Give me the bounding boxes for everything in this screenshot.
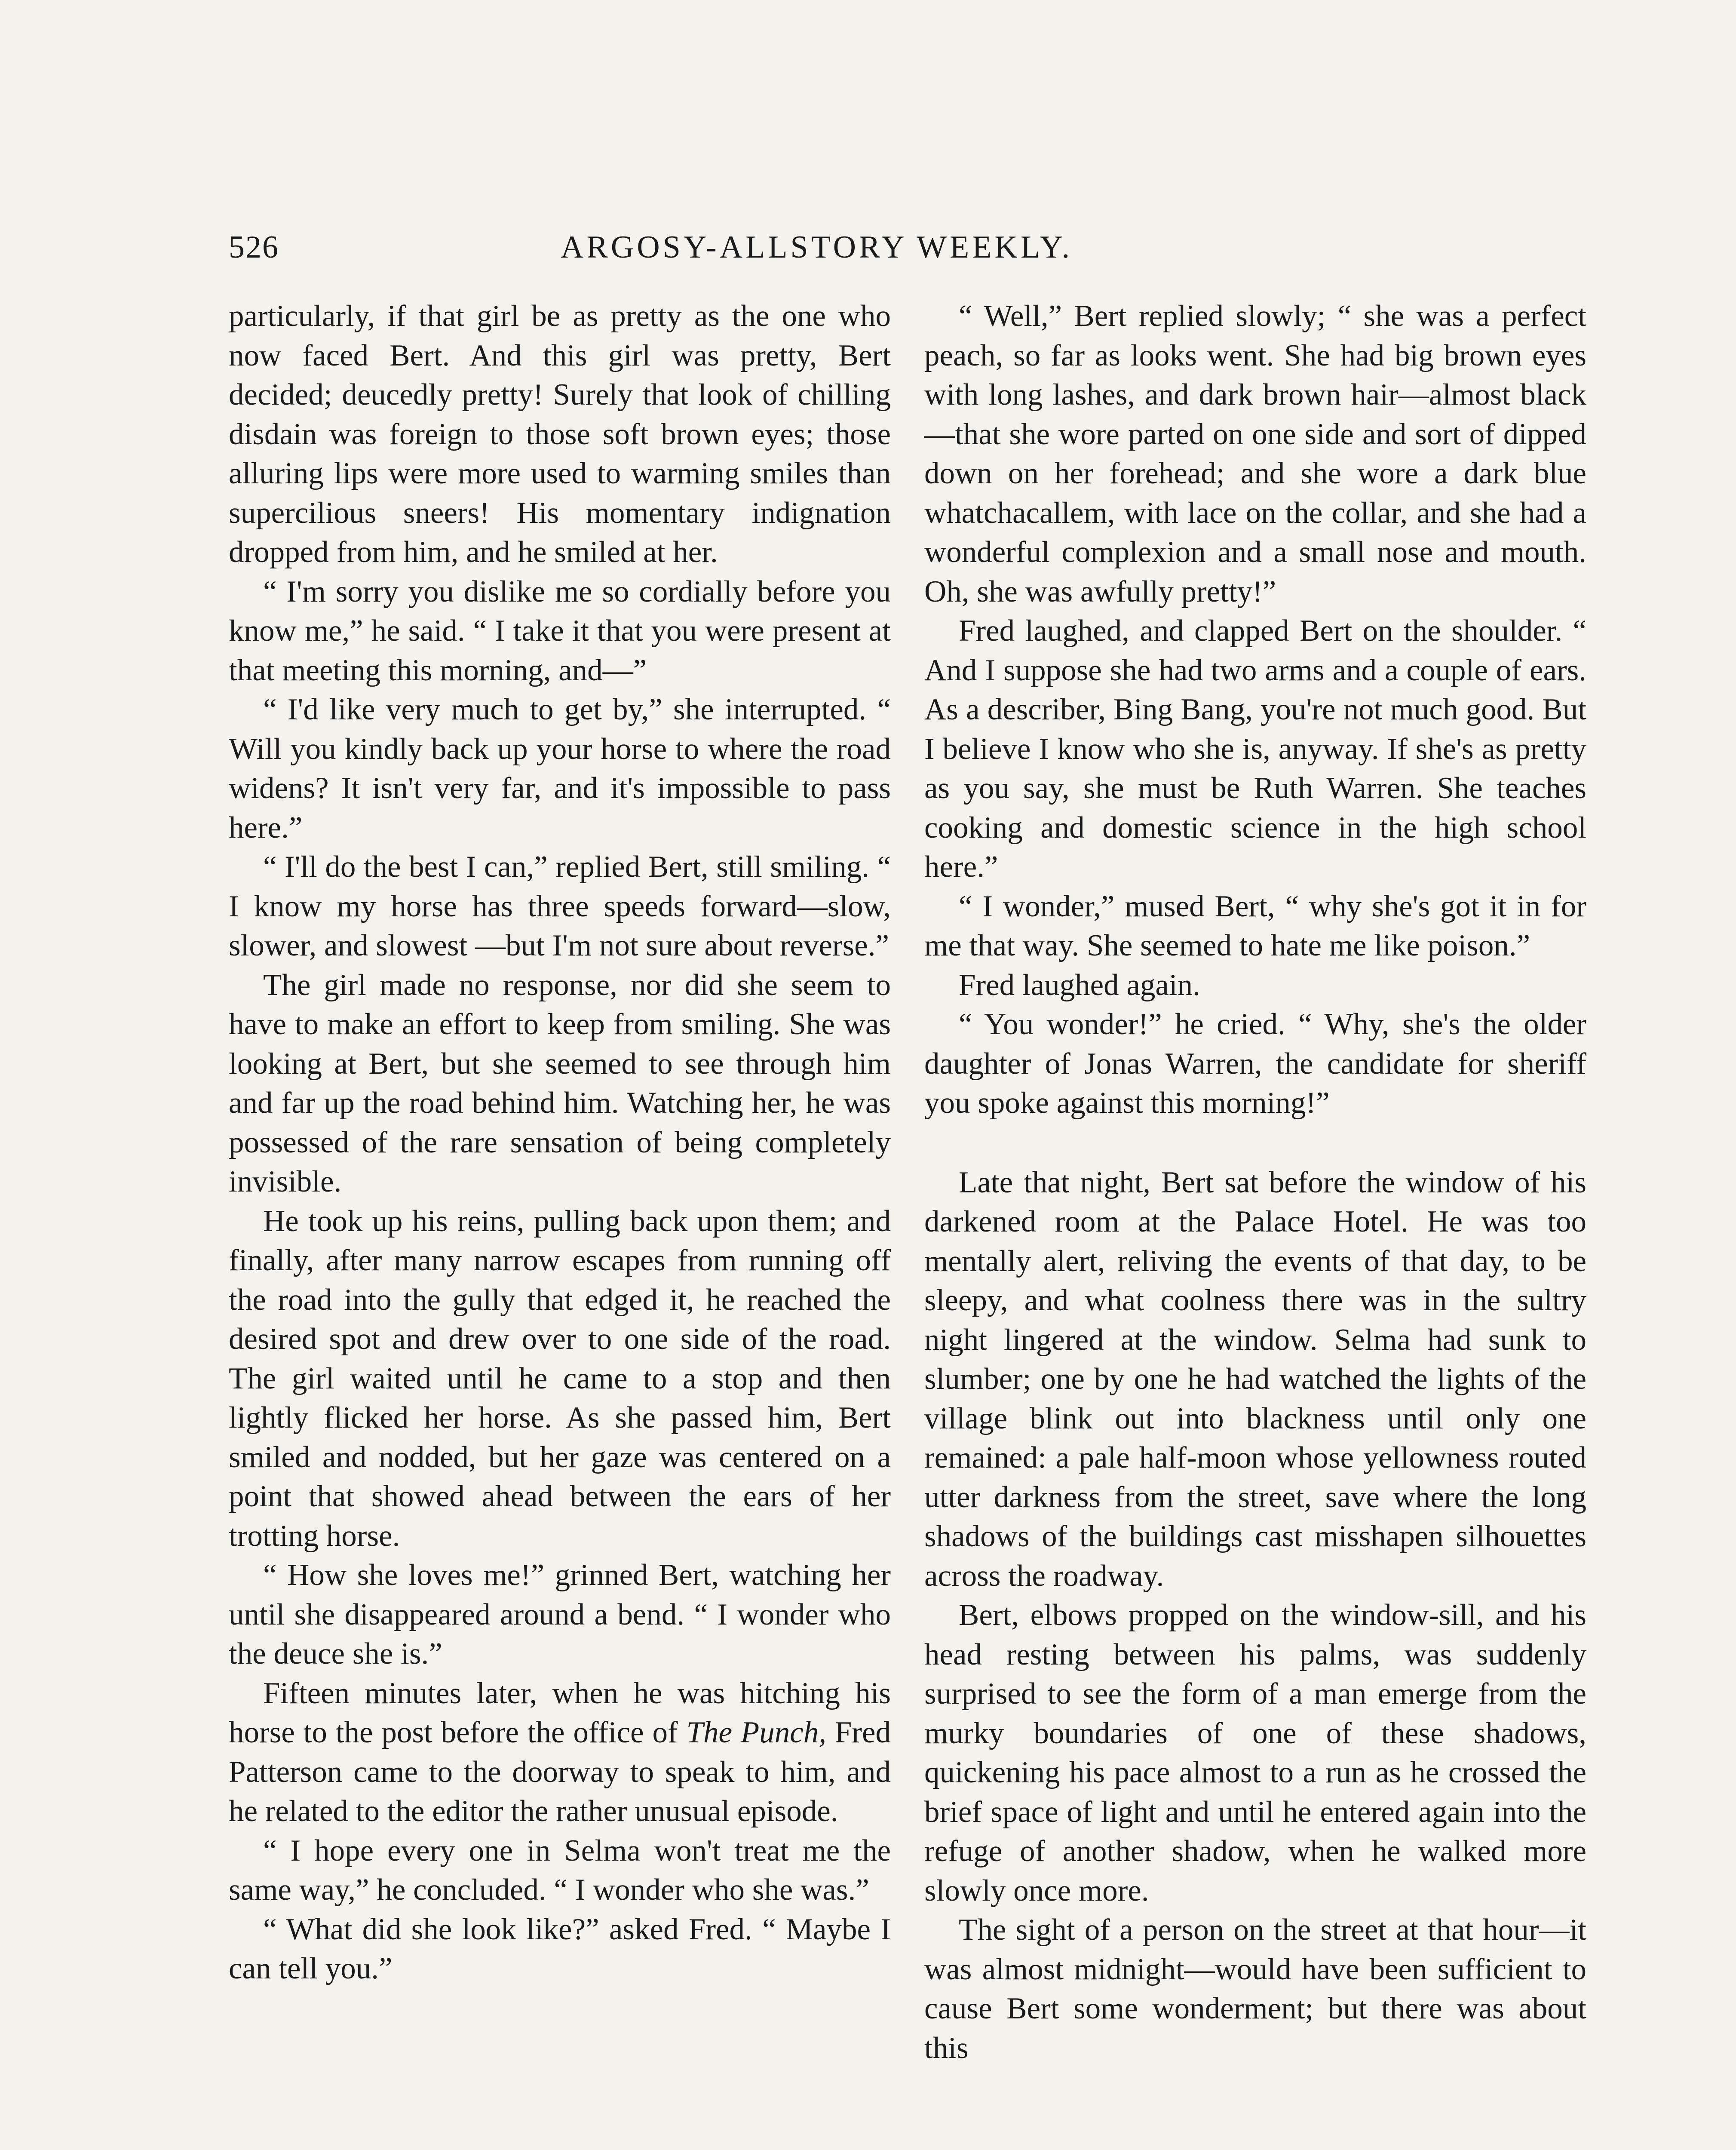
paragraph: “ You wonder!” he cried. “ Why, she's the older daughter of Jonas Warren, the candidate for sheriff you spoke against this morning!” — [924, 1007, 1586, 1120]
paragraph: Bert, elbows propped on the window-sill, and his head resting between his palms, was suddenly surprised to see the form of a man emerge from the murky boundaries of one of these shadows, quickening his pace almost to a run as he crossed the brief space of light and until he entered again into the refuge of another shadow, when he walked more slowly once more. — [924, 1598, 1586, 1907]
paragraph: He took up his reins, pulling back upon them; and finally, after many narrow escapes from running off the road into the gully that edged it, he reached the desired spot and drew over to one side of the road. The girl waited until he came to a stop and then lightly flicked her horse. As she passed him, Bert smiled and nodded, but her gaze was centered on a point that showed ahead between the ears of her trotting horse. — [229, 1204, 891, 1553]
paragraph: “ I'll do the best I can,” replied Bert, still smiling. “ I know my horse has three speeds forward—slow, slower, and slowest —but I'm not sure about reverse.” — [229, 850, 891, 962]
paragraph: “ I wonder,” mused Bert, “ why she's got it in for me that way. She seemed to hate me like poison.” — [924, 889, 1586, 962]
right-column — [924, 297, 1586, 2068]
paragraph: “ I hope every one in Selma won't treat me the same way,” he concluded. “ I wonder who she was.” — [229, 1834, 891, 1907]
paragraph: The sight of a person on the street at that hour—it was almost midnight—would have been sufficient to cause Bert some wonderment; but there was about this — [924, 1913, 1586, 2065]
paragraph: Fred laughed, and clapped Bert on the shoulder. “ And I suppose she had two arms and a couple of ears. As a describer, Bing Bang, you're not much good. But I believe I know who she is, anyway. If she's as pretty as you say, she must be Ruth Warren. She teaches cooking and domestic science in the high school here.” — [924, 614, 1586, 884]
newspaper-title: The Punch, — [686, 1716, 826, 1749]
paragraph: “ I'd like very much to get by,” she interrupted. “ Will you kindly back up your horse to where the road widens? It isn't very far, and it's impossible to pass here.” — [229, 693, 891, 845]
paragraph-text: Fred Patterson came to the doorway to speak to him, and he related to the editor the rather unusual episode. — [229, 1716, 891, 1828]
paragraph: “ Well,” Bert replied slowly; “ she was a perfect peach, so far as looks went. She had big brown eyes with long lashes, and dark brown hair—almost black—that she wore parted on one side and sort of dipped down on her forehead; and she wore a dark blue whatchacallem, with lace on the collar, and she had a wonderful complexion and a small nose and mouth. Oh, she was awfully pretty!” — [924, 299, 1586, 608]
paragraph: Fred laughed again. — [959, 968, 1200, 1002]
paragraph: The girl made no response, nor did she seem to have to make an effort to keep from smiling. She was looking at Bert, but she seemed to see through him and far up the road behind him. Watching her, he was possessed of the rare sensation of being completely invisible. — [229, 968, 891, 1198]
paragraph-text: Fifteen minutes later, when he was hitching his horse to the post before the office of — [229, 1676, 891, 1749]
paragraph-with-newspaper-title — [229, 1674, 891, 1831]
paragraph: “ How she loves me!” grinned Bert, watching her until she disappeared around a bend. “ I wonder who the deuce she is.” — [229, 1558, 891, 1671]
page-number: 526 — [229, 230, 279, 265]
left-column — [229, 297, 891, 1989]
page-header — [229, 224, 1673, 275]
running-title: ARGOSY-ALLSTORY WEEKLY. — [561, 230, 1073, 265]
section-start-paragraph: Late that night, Bert sat before the window of his darkened room at the Palace Hotel. He was too mentally alert, reliving the events of that day, to be sleepy, and what coolness there was in the sultry night lingered at the window. Selma had sunk to slumber; one by one he had watched the lights of the village blink out into blackness until only one remained: a pale half-moon whose yellowness routed utter darkness from the street, save where the long shadows of the buildings cast misshapen silhouettes across the roadway. — [924, 1165, 1586, 1593]
paragraph: particularly, if that girl be as pretty as the one who now faced Bert. And this girl was pretty, Bert decided; deucedly pretty! Surely that look of chilling disdain was foreign to those soft brown eyes; those alluring lips were more used to warming smiles than supercilious sneers! His momentary indignation dropped from him, and he smiled at her. — [229, 299, 891, 569]
paragraph: “ What did she look like?” asked Fred. “ Maybe I can tell you.” — [229, 1912, 891, 1985]
paragraph: “ I'm sorry you dislike me so cordially before you know me,” he said. “ I take it that you were present at that meeting this morning, and—” — [229, 574, 891, 687]
